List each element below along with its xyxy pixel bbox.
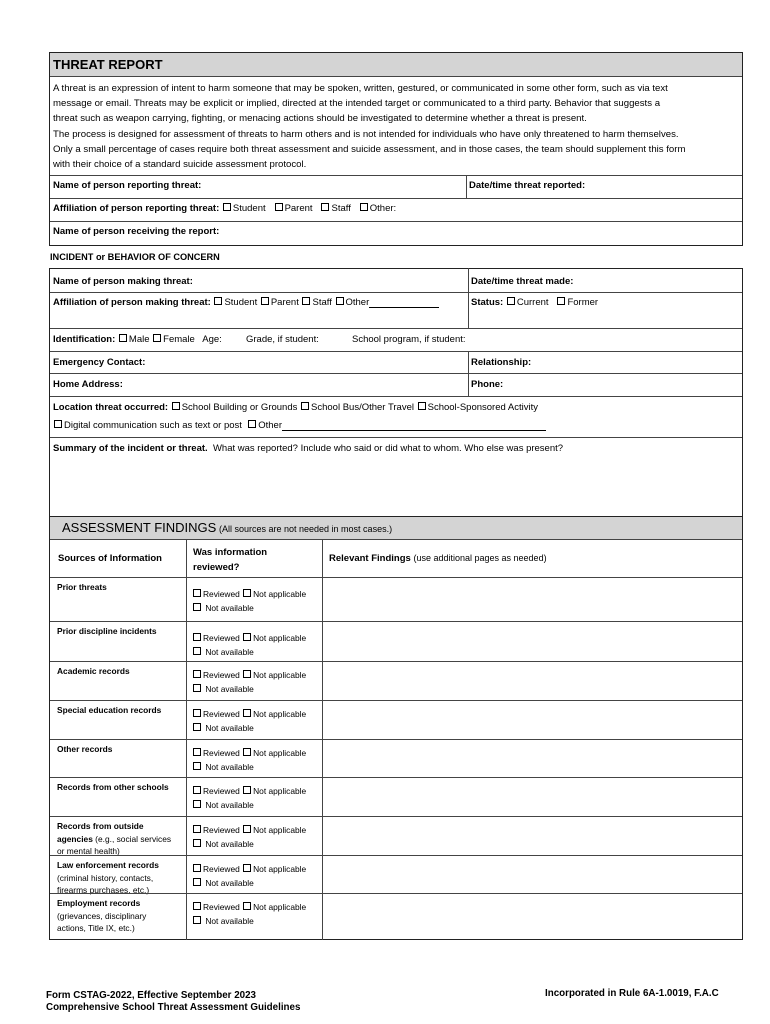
reviewed-label: Reviewed [203, 864, 240, 874]
review-options [192, 587, 306, 615]
other-label: Other: [369, 203, 397, 214]
female-checkbox[interactable] [153, 334, 161, 342]
reviewed-label: Reviewed [203, 589, 240, 599]
program-field[interactable]: School program, if student: [352, 334, 466, 345]
relevant-findings-cell[interactable] [324, 778, 740, 815]
source-title: Records from outside [57, 821, 144, 831]
not-available-label: Not available [205, 839, 254, 849]
reviewed-checkbox[interactable] [193, 670, 201, 678]
home-address-field[interactable]: Home Address: [53, 379, 123, 390]
relevant-findings-cell[interactable] [324, 662, 740, 699]
loc-bus-checkbox[interactable] [301, 402, 309, 410]
not-applicable-label: Not applicable [253, 589, 307, 599]
threat-report-title: THREAT REPORT [53, 57, 163, 72]
date-reported-field[interactable]: Date/time threat reported: [469, 180, 586, 191]
source-label [57, 581, 107, 594]
source-label [57, 897, 146, 935]
assessment-header [50, 517, 742, 539]
loc-other-label: Other [258, 420, 282, 431]
not-available-checkbox[interactable] [193, 603, 201, 611]
not-applicable-label: Not applicable [253, 786, 307, 796]
source-detail [57, 910, 146, 923]
source-detail-text: (criminal history, contacts, [57, 872, 154, 883]
not-applicable-checkbox[interactable] [243, 709, 251, 717]
source-detail-2: firearms purchases, etc.) [57, 885, 150, 895]
not-available-checkbox[interactable] [193, 800, 201, 808]
reviewed-checkbox[interactable] [193, 902, 201, 910]
making-staff-label: Staff [312, 297, 332, 308]
source-detail [57, 833, 171, 846]
not-available-checkbox[interactable] [193, 762, 201, 770]
staff-label: Staff [331, 203, 351, 214]
not-available-label: Not available [205, 878, 254, 888]
review-options [192, 668, 306, 696]
source-title: Special education records [57, 705, 162, 715]
review-options [192, 823, 306, 851]
male-checkbox[interactable] [119, 334, 127, 342]
affiliation-reporting-row [53, 203, 396, 214]
summary-prompt: What was reported? Include who said or did what to whom. Who else was present? [212, 443, 564, 454]
name-making-field[interactable]: Name of person making threat: [53, 276, 193, 287]
reviewed-checkbox[interactable] [193, 786, 201, 794]
incident-heading: INCIDENT or BEHAVIOR OF CONCERN [50, 252, 220, 262]
col-findings-note: (use additional pages as needed) [413, 553, 547, 563]
reviewed-checkbox[interactable] [193, 709, 201, 717]
loc-activity-label: School-Sponsored Activity [427, 402, 538, 413]
relevant-findings-cell[interactable] [324, 578, 740, 620]
identification-row [53, 334, 222, 345]
col-findings-label: Relevant Findings [329, 553, 411, 564]
loc-activity-checkbox[interactable] [418, 402, 426, 410]
reviewed-label: Reviewed [203, 825, 240, 835]
not-available-label: Not available [205, 603, 254, 613]
source-label [57, 704, 161, 717]
source-detail-2: actions, Title IX, etc.) [57, 923, 135, 933]
not-available-label: Not available [205, 723, 254, 733]
not-applicable-checkbox[interactable] [243, 670, 251, 678]
review-options [192, 784, 306, 812]
threat-report-header [50, 53, 742, 77]
source-title: Academic records [57, 666, 130, 676]
male-label: Male [128, 334, 150, 345]
making-other-checkbox[interactable] [336, 297, 344, 305]
source-detail [57, 872, 159, 885]
loc-building-checkbox[interactable] [172, 402, 180, 410]
review-options [192, 631, 306, 659]
col-sources-header: Sources of Information [58, 553, 162, 564]
phone-field[interactable]: Phone: [471, 379, 504, 390]
current-checkbox[interactable] [507, 297, 515, 305]
name-receiving-field[interactable]: Name of person receiving the report: [53, 226, 220, 237]
making-other-label: Other [345, 297, 370, 308]
not-applicable-checkbox[interactable] [243, 864, 251, 872]
not-available-label: Not available [205, 684, 254, 694]
review-options [192, 707, 306, 735]
source-detail-text: (e.g., social services [92, 833, 172, 844]
grade-field[interactable]: Grade, if student: [246, 334, 319, 345]
source-label [57, 665, 130, 678]
source-title: Other records [57, 744, 113, 754]
staff-checkbox[interactable] [321, 203, 329, 211]
summary-label: Summary of the incident or threat. [53, 443, 208, 454]
reviewed-label: Reviewed [203, 670, 240, 680]
relevant-findings-cell[interactable] [324, 701, 740, 738]
reviewed-checkbox[interactable] [193, 825, 201, 833]
source-title: Employment records [57, 898, 141, 908]
loc-building-label: School Building or Grounds [181, 402, 298, 413]
former-label: Former [567, 297, 599, 308]
para2-line3: with their choice of a standard suicide assessment protocol. [53, 159, 307, 171]
threat-definition-paragraph [53, 81, 741, 172]
source-detail-text: (grievances, disciplinary [57, 910, 147, 921]
para2-line1: The process is designed for assessment of threats to harm others and is not intended for individuals who have only threatened to harm themselves. [53, 128, 679, 140]
col-findings-header [329, 553, 547, 564]
reviewed-checkbox[interactable] [193, 748, 201, 756]
relationship-field[interactable]: Relationship: [471, 357, 532, 368]
not-applicable-label: Not applicable [253, 670, 307, 680]
current-label: Current [516, 297, 549, 308]
not-available-label: Not available [205, 647, 254, 657]
not-applicable-label: Not applicable [253, 748, 307, 758]
name-reporting-field[interactable]: Name of person reporting threat: [53, 180, 202, 191]
student-label: Student [232, 203, 266, 214]
status-label: Status: [471, 297, 504, 308]
source-title: Records from other schools [57, 782, 169, 792]
location-label: Location threat occurred: [53, 402, 169, 413]
former-checkbox[interactable] [557, 297, 565, 305]
parent-label: Parent [284, 203, 313, 214]
not-applicable-checkbox[interactable] [243, 748, 251, 756]
reviewed-checkbox[interactable] [193, 633, 201, 641]
reviewed-label: Reviewed [203, 902, 240, 912]
loc-other-checkbox[interactable] [248, 420, 256, 428]
not-available-checkbox[interactable] [193, 839, 201, 847]
para1-line1: A threat is an expression of intent to harm someone that may be spoken, written, gestured, or communicated in some other form, such as via text [53, 83, 668, 94]
reviewed-checkbox[interactable] [193, 589, 201, 597]
assessment-note: (All sources are not needed in most cases.) [218, 524, 393, 534]
student-checkbox[interactable] [223, 203, 231, 211]
not-applicable-label: Not applicable [253, 709, 307, 719]
col-reviewed-l1: Was information [193, 547, 268, 558]
affiliation-reporting-label: Affiliation of person reporting threat: [53, 203, 220, 214]
not-available-checkbox[interactable] [193, 684, 201, 692]
relevant-findings-cell[interactable] [324, 894, 740, 939]
making-other-blank[interactable] [369, 307, 439, 308]
review-options [192, 746, 306, 774]
reviewed-label: Reviewed [203, 786, 240, 796]
reviewed-checkbox[interactable] [193, 864, 201, 872]
reviewed-label: Reviewed [203, 748, 240, 758]
making-parent-checkbox[interactable] [261, 297, 269, 305]
not-available-label: Not available [205, 762, 254, 772]
source-label [57, 781, 169, 794]
col-reviewed-l2: reviewed? [193, 562, 240, 573]
making-parent-label: Parent [270, 297, 299, 308]
not-applicable-checkbox[interactable] [243, 902, 251, 910]
identification-label: Identification: [53, 334, 116, 345]
status-row [471, 297, 598, 308]
footer-guidelines: Comprehensive School Threat Assessment Guidelines [46, 1002, 301, 1013]
review-options [192, 862, 306, 890]
affiliation-making-label: Affiliation of person making threat: [53, 297, 211, 308]
date-made-field[interactable]: Date/time threat made: [471, 276, 574, 287]
making-student-checkbox[interactable] [214, 297, 222, 305]
not-applicable-label: Not applicable [253, 825, 307, 835]
location-row-2 [53, 420, 546, 431]
not-applicable-label: Not applicable [253, 633, 307, 643]
source-label [57, 625, 157, 638]
source-detail-2: or mental health) [57, 846, 120, 856]
source-title: Law enforcement records [57, 860, 159, 870]
assessment-title: ASSESSMENT FINDINGS [62, 520, 217, 535]
source-title: Prior threats [57, 582, 107, 592]
source-label [57, 743, 112, 756]
footer-right: Incorporated in Rule 6A-1.0019, F.A.C [545, 988, 719, 999]
para2-line2: Only a small percentage of cases require both threat assessment and suicide assessment, and in those cases, the team should supplement this form [53, 143, 686, 155]
source-detail-bold: agencies [57, 833, 93, 844]
not-available-checkbox[interactable] [193, 878, 201, 886]
not-applicable-label: Not applicable [253, 902, 307, 912]
relevant-findings-cell[interactable] [324, 817, 740, 854]
not-applicable-label: Not applicable [253, 864, 307, 874]
not-applicable-checkbox[interactable] [243, 786, 251, 794]
footer-left [46, 990, 300, 1014]
review-options [192, 900, 306, 928]
not-available-checkbox[interactable] [193, 647, 201, 655]
not-available-checkbox[interactable] [193, 723, 201, 731]
making-staff-checkbox[interactable] [302, 297, 310, 305]
para1-line2: message or email. Threats may be explicit or implied, directed at the intended target or communicated to a third party. Behavior that suggests a [53, 98, 661, 110]
not-available-label: Not available [205, 800, 254, 810]
source-title: Prior discipline incidents [57, 626, 157, 636]
other-checkbox[interactable] [360, 203, 368, 211]
source-label [57, 859, 159, 897]
footer-form-id: Form CSTAG-2022, Effective September 2023 [46, 990, 256, 1001]
loc-digital-checkbox[interactable] [54, 420, 62, 428]
not-applicable-checkbox[interactable] [243, 633, 251, 641]
reviewed-label: Reviewed [203, 633, 240, 643]
loc-bus-label: School Bus/Other Travel [311, 402, 414, 413]
female-label: Female [163, 334, 195, 345]
source-label [57, 820, 171, 858]
para1-line3: threat such as weapon carrying, fighting, or menacing actions should be investigated to determine whether a threat is present. [53, 113, 587, 125]
not-applicable-checkbox[interactable] [243, 589, 251, 597]
parent-checkbox[interactable] [275, 203, 283, 211]
reviewed-label: Reviewed [203, 709, 240, 719]
location-row [53, 402, 538, 413]
relevant-findings-cell[interactable] [324, 622, 740, 660]
age-field[interactable]: Age: [202, 334, 222, 345]
emergency-contact-field[interactable]: Emergency Contact: [53, 357, 146, 368]
not-applicable-checkbox[interactable] [243, 825, 251, 833]
loc-digital-label: Digital communication such as text or post [64, 420, 242, 431]
making-student-label: Student [224, 297, 258, 308]
col-reviewed-header [193, 545, 267, 575]
relevant-findings-cell[interactable] [324, 856, 740, 892]
affiliation-making-row [53, 297, 439, 308]
relevant-findings-cell[interactable] [324, 740, 740, 776]
not-available-checkbox[interactable] [193, 916, 201, 924]
summary-row[interactable] [53, 443, 563, 454]
not-available-label: Not available [205, 916, 254, 926]
loc-other-blank[interactable] [282, 430, 546, 431]
